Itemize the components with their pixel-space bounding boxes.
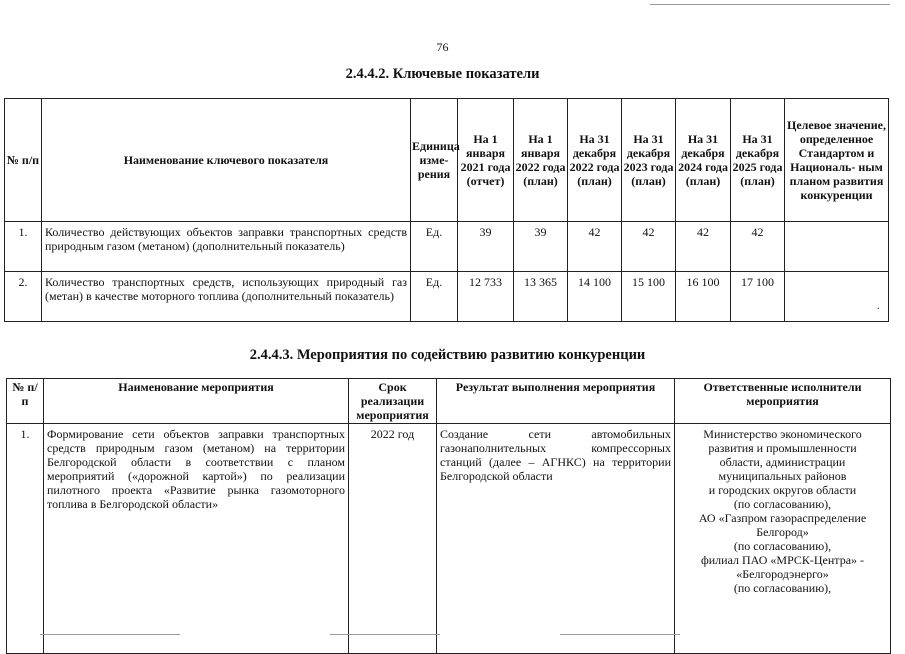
responsible-line: (по согласованию), xyxy=(733,497,832,511)
row-indicator-name: Количество транспортных средств, использующих природный газ (метан) в качестве моторного топлива (дополнительный показатель) xyxy=(42,272,411,322)
row-value-2022-dec: 42 xyxy=(568,222,622,272)
row-term: 2022 год xyxy=(349,424,437,654)
row-responsible xyxy=(675,424,891,654)
header-2021: На 1 января 2021 года (отчет) xyxy=(458,99,514,222)
table-row xyxy=(5,222,889,272)
row-unit: Ед. xyxy=(411,272,458,322)
top-edge-rule xyxy=(650,4,890,5)
row-value-2024: 16 100 xyxy=(676,272,731,322)
table-row xyxy=(5,272,889,322)
header-unit: Единица изме- рения xyxy=(411,99,458,222)
row-num: 1. xyxy=(7,424,44,654)
responsible-line: области, администрации xyxy=(719,455,846,469)
row-target xyxy=(785,272,889,322)
scan-mark: · xyxy=(876,304,880,315)
bottom-edge-rule xyxy=(40,634,180,635)
header-num: № п/п xyxy=(5,99,42,222)
responsible-line: (по согласованию), xyxy=(733,539,832,553)
row-value-2022-jan: 13 365 xyxy=(514,272,568,322)
page-number: 76 xyxy=(436,40,449,54)
header-term: Срок реализации мероприятия xyxy=(349,379,437,424)
row-value-2025: 42 xyxy=(731,222,785,272)
header-measure-name: Наименование мероприятия xyxy=(44,379,349,424)
row-value-2023: 15 100 xyxy=(622,272,676,322)
responsible-line: Белгород» xyxy=(756,525,809,539)
bottom-edge-rule xyxy=(330,634,440,635)
row-value-2022-jan: 39 xyxy=(514,222,568,272)
row-num: 2. xyxy=(5,272,42,322)
table-header-row xyxy=(7,379,891,424)
header-2025: На 31 декабря 2025 года (план) xyxy=(731,99,785,222)
row-unit: Ед. xyxy=(411,222,458,272)
responsible-line: филиал ПАО «МРСК-Центра» - xyxy=(700,553,865,567)
responsible-line: (по согласованию), xyxy=(733,581,832,595)
row-value-2024: 42 xyxy=(676,222,731,272)
row-indicator-name: Количество действующих объектов заправки транспортных средств природным газом (метаном) (дополнительный показатель) xyxy=(42,222,411,272)
bottom-edge-rule xyxy=(560,634,680,635)
header-2022-jan: На 1 января 2022 года (план) xyxy=(514,99,568,222)
row-value-2021: 39 xyxy=(458,222,514,272)
measures-table xyxy=(6,378,891,654)
responsible-line: «Белгородэнерго» xyxy=(736,567,829,581)
responsible-line: развития и промышленности xyxy=(708,441,857,455)
header-result: Результат выполнения мероприятия xyxy=(437,379,675,424)
header-indicator-name: Наименование ключевого показателя xyxy=(42,99,411,222)
header-2024: На 31 декабря 2024 года (план) xyxy=(676,99,731,222)
section-title-key-indicators: 2.4.4.2. Ключевые показатели xyxy=(345,66,540,82)
row-value-2023: 42 xyxy=(622,222,676,272)
key-indicators-table xyxy=(4,98,889,322)
row-result: Создание сети автомобильных газонаполнительных компрессорных станций (далее – АГНКС) на территории Белгородской области xyxy=(437,424,675,654)
section-title-measures: 2.4.4.3. Мероприятия по содействию развитию конкуренции xyxy=(249,347,646,363)
row-value-2022-dec: 14 100 xyxy=(568,272,622,322)
row-measure-name: Формирование сети объектов заправки транспортных средств природным газом (метаном) на территории Белгородской области в соответствии с планом мероприятий («дорожной картой») по реализации пилотного проекта «Развитие рынка газомоторного топлива в Белгородской области» xyxy=(44,424,349,654)
responsible-line: и городских округов области xyxy=(708,483,857,497)
header-target: Целевое значение, определенное Стандартом и Националь- ным планом развития конкуренции xyxy=(785,99,889,222)
responsible-line: АО «Газпром газораспределение xyxy=(698,511,867,525)
header-num: № п/п xyxy=(7,379,44,424)
row-value-2021: 12 733 xyxy=(458,272,514,322)
table-row xyxy=(7,424,891,654)
responsible-line: муниципальных районов xyxy=(718,469,847,483)
row-num: 1. xyxy=(5,222,42,272)
header-2023: На 31 декабря 2023 года (план) xyxy=(622,99,676,222)
row-target xyxy=(785,222,889,272)
row-value-2025: 17 100 xyxy=(731,272,785,322)
table-header-row xyxy=(5,99,889,222)
header-responsible: Ответственные исполнители мероприятия xyxy=(675,379,891,424)
header-2022-dec: На 31 декабря 2022 года (план) xyxy=(568,99,622,222)
responsible-line: Министерство экономического xyxy=(703,427,862,441)
